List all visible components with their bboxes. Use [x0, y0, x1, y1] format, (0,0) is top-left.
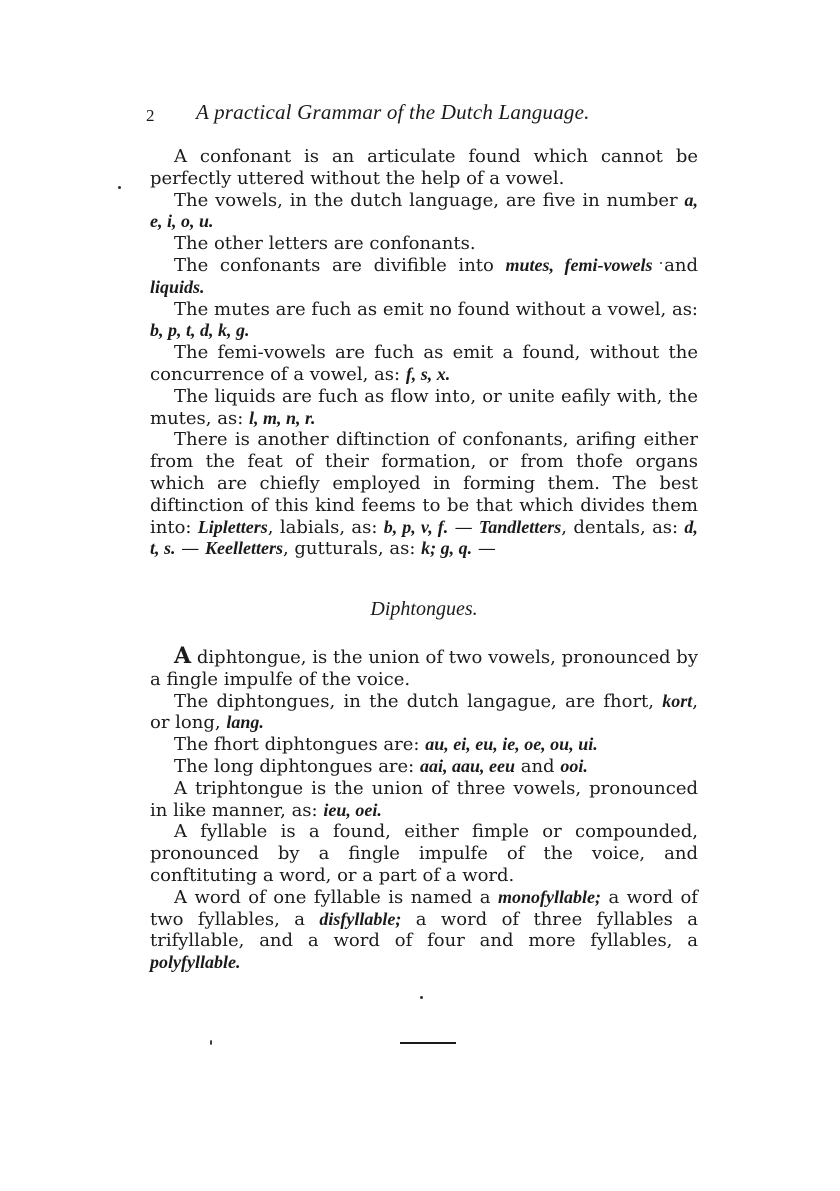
example-letters: f, s, x.	[405, 363, 451, 384]
paragraph	[150, 778, 698, 822]
section-diphtongues	[150, 643, 698, 974]
paragraph-text: A fyllable is a found, either fimple or compounded, pronounced by a fingle impulfe of the voice, and conftituting a word, or a part of a word.	[150, 821, 698, 886]
term: liquids.	[150, 276, 205, 297]
paragraph-text: The other letters are confonants.	[174, 233, 476, 255]
paragraph	[150, 643, 698, 691]
term: monofyllable;	[497, 886, 601, 907]
paragraph-text: , dentals, as:	[561, 516, 679, 538]
paragraph	[150, 691, 698, 735]
term: polyfyllable.	[150, 952, 241, 973]
paragraph-text: There is another diftinction of confonants, arifing either from the feat of their formation, or from thofe organs which are chiefly employed in forming them. The best diftinction of this kind feems to be that which divides them into:	[150, 429, 698, 538]
paragraph	[150, 342, 698, 386]
paragraph-text: A triphtongue is the union of three vowels, pronounced in like manner, as:	[150, 777, 698, 821]
running-title: A practical Grammar of the Dutch Language.	[196, 100, 590, 124]
end-rule	[400, 1042, 456, 1044]
example-letters: au, ei, eu, ie, oe, ou, ui.	[425, 734, 598, 755]
paragraph-text: , or long,	[150, 690, 698, 734]
example-letters: b, p, v, f.	[383, 516, 449, 537]
paragraph	[150, 756, 698, 778]
paragraph-text: , labials, as:	[267, 516, 378, 538]
term: kort	[662, 690, 693, 711]
term: mutes, femi-vowels	[505, 254, 653, 275]
section-consonants	[150, 146, 698, 560]
example-letters: b, p, t, d, k, g.	[150, 320, 250, 341]
example-letters: ooi.	[560, 755, 588, 776]
page-number: 2	[146, 106, 155, 125]
term: lang.	[226, 712, 264, 733]
term: Lipletters	[197, 516, 268, 537]
term: disfyllable;	[319, 908, 402, 929]
print-speck	[210, 1040, 212, 1045]
example-letters: k; g, q.	[421, 538, 473, 559]
term: Tandletters	[478, 516, 562, 537]
paragraph-text: The fhort diphtongues are:	[174, 734, 420, 756]
example-letters: l, m, n, r.	[249, 407, 316, 428]
print-speck	[420, 996, 423, 999]
print-speck	[660, 262, 662, 264]
term: Keelletters	[204, 538, 283, 559]
paragraph	[150, 734, 698, 756]
running-header	[146, 100, 666, 132]
initial-letter: A	[174, 643, 192, 669]
dash: —	[181, 538, 200, 560]
paragraph	[150, 190, 698, 234]
paragraph-text: The vowels, in the dutch language, are five in number	[174, 189, 678, 211]
paragraph-text: a word of three fyllables a trifyllable, and a word of four and more fyllables, a	[150, 908, 698, 952]
paragraph	[150, 386, 698, 430]
example-letters: d, t, s.	[150, 516, 698, 559]
paragraph	[150, 887, 698, 974]
paragraph-text: A confonant is an articulate found which cannot be perfectly uttered without the help of a vowel.	[150, 146, 698, 189]
paragraph-text: The confonants are divifible into	[174, 254, 494, 276]
paragraph-text: and	[520, 755, 555, 777]
example-letters: a, e, i, o, u.	[150, 189, 698, 232]
paragraph-text: The mutes are fuch as emit no found without a vowel, as:	[174, 298, 698, 320]
print-speck	[118, 186, 121, 189]
paragraph-text: , gutturals, as:	[282, 538, 416, 560]
paragraph-text: The liquids are fuch as flow into, or unite eafily with, the mutes, as:	[150, 385, 698, 429]
paragraph	[150, 255, 698, 299]
paragraph-text: a word of two fyllables, a	[150, 886, 698, 930]
dash: —	[454, 516, 473, 538]
paragraph-text: The femi-vowels are fuch as emit a found, without the concurrence of a vowel, as:	[150, 342, 698, 385]
dash: —	[477, 538, 496, 560]
section-heading: Diphtongues.	[370, 598, 478, 620]
example-letters: ieu, oei.	[323, 799, 382, 820]
paragraph	[150, 821, 698, 886]
paragraph-text: and	[664, 254, 698, 276]
paragraph	[150, 233, 698, 255]
paragraph-text: The long diphtongues are:	[174, 755, 415, 777]
paragraph-text: The diphtongues, in the dutch langague, are fhort,	[174, 690, 654, 712]
paragraph	[150, 429, 698, 560]
paragraph-text: diphtongue, is the union of two vowels, pronounced by a fingle impulfe of the voice.	[150, 647, 698, 690]
paragraph	[150, 299, 698, 343]
paragraph-text: A word of one fyllable is named a	[174, 886, 491, 908]
example-letters: aai, aau, eeu	[419, 755, 515, 776]
paragraph	[150, 146, 698, 190]
